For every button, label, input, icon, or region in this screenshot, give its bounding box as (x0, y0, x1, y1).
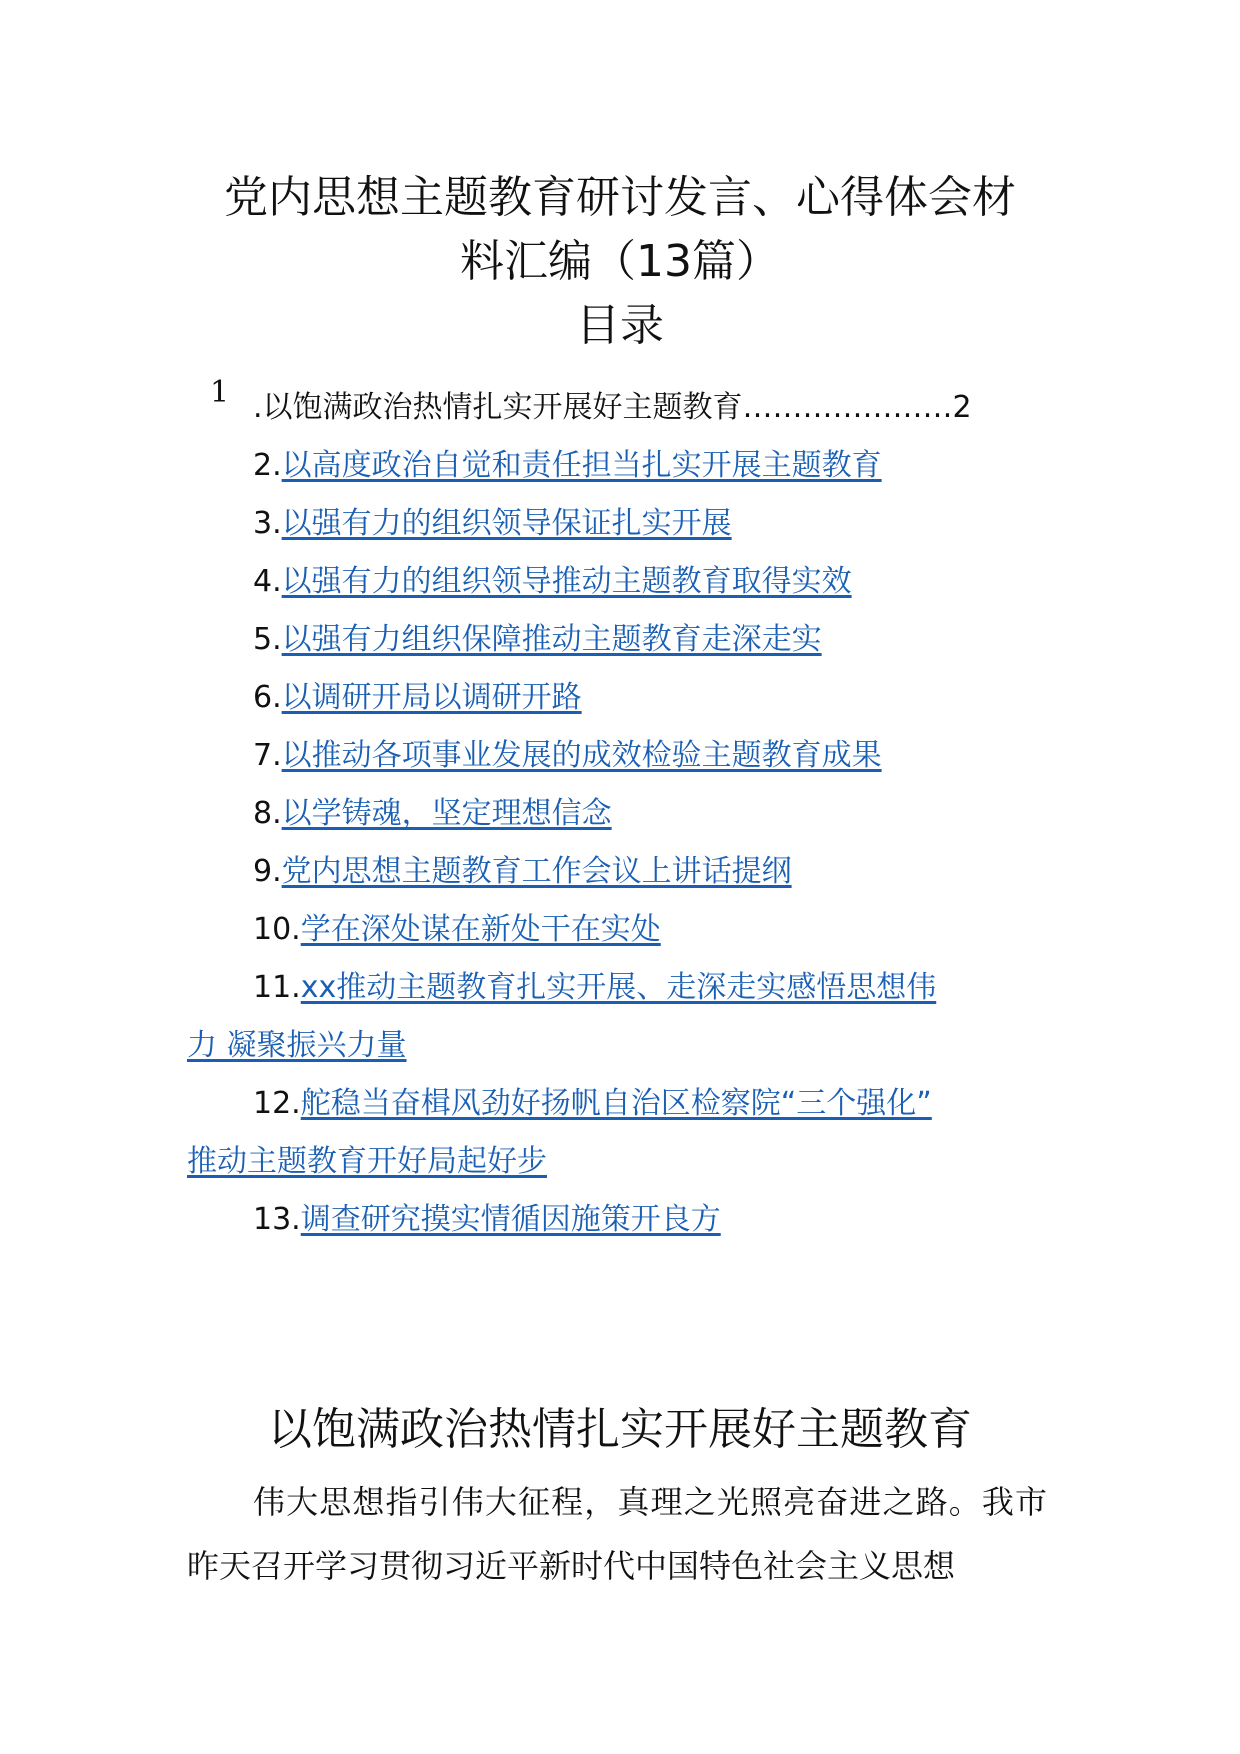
toc-item-number: 4. (253, 564, 282, 599)
toc-item-link[interactable]: 调查研究摸实情循因施策开良方 (300, 1202, 721, 1237)
toc-heading: 目录 (576, 300, 664, 351)
toc-item-2[interactable] (187, 446, 1047, 486)
toc-item-1 (187, 388, 1047, 428)
toc-page-label: 1 (210, 375, 230, 410)
toc-item-number: 8. (253, 796, 282, 831)
toc-item-number: 13. (253, 1202, 301, 1237)
toc-item-7[interactable] (187, 736, 1047, 776)
toc-item-link[interactable]: 党内思想主题教育工作会议上讲话提纲 (281, 854, 792, 889)
toc-item-12[interactable] (187, 1084, 1047, 1124)
toc-item-link[interactable]: 以推动各项事业发展的成效检验主题教育成果 (281, 738, 882, 773)
toc-item-link[interactable]: xx推动主题教育扎实开展、走深走实感悟思想伟 (300, 970, 937, 1005)
toc-item-link[interactable]: 以学铸魂，坚定理想信念 (281, 796, 612, 831)
toc-item-link[interactable]: 以强有力的组织领导推动主题教育取得实效 (281, 564, 852, 599)
section-title: 以饱满政治热情扎实开展好主题教育 (268, 1404, 972, 1455)
toc-item-11-continued[interactable] (187, 1026, 1047, 1066)
toc-item-5[interactable] (187, 620, 1047, 660)
toc-item-10[interactable] (187, 910, 1047, 950)
toc-item-number: 9. (253, 854, 282, 889)
toc-item-number: 6. (253, 680, 282, 715)
toc-item-number: 10. (253, 912, 301, 947)
toc-item-link-continued[interactable]: 推动主题教育开好局起好步 (187, 1144, 547, 1179)
toc-item-9[interactable] (187, 852, 1047, 892)
toc-item-number: 11. (253, 970, 301, 1005)
toc-item-link[interactable]: 以调研开局以调研开路 (281, 680, 582, 715)
toc-item-link[interactable]: 舵稳当奋楫风劲好扬帆自治区检察院“三个强化” (300, 1086, 932, 1121)
toc-item-6[interactable] (187, 678, 1047, 718)
toc-item-8[interactable] (187, 794, 1047, 834)
document-title-line2: 料汇编（13篇） (460, 236, 780, 287)
toc-item-link[interactable]: 以强有力的组织领导保证扎实开展 (281, 506, 732, 541)
document-title-line1: 党内思想主题教育研讨发言、心得体会材 (224, 172, 1016, 223)
toc-leader-dots: ………………… (742, 390, 953, 425)
toc-item-1-page: 2 (952, 390, 972, 425)
toc-item-link[interactable]: 以高度政治自觉和责任担当扎实开展主题教育 (281, 448, 882, 483)
body-paragraph: 伟大思想指引伟大征程，真理之光照亮奋进之路。我市昨天召开学习贯彻习近平新时代中国特色社会主义思想 (187, 1483, 1047, 1585)
toc-item-number: 12. (253, 1086, 301, 1121)
toc-item-12-continued[interactable] (187, 1142, 1047, 1182)
toc-item-number: 5. (253, 622, 282, 657)
toc-item-3[interactable] (187, 504, 1047, 544)
toc-item-1-text: .以饱满政治热情扎实开展好主题教育 (253, 390, 743, 425)
toc-item-11[interactable] (187, 968, 1047, 1008)
toc-item-4[interactable] (187, 562, 1047, 602)
toc-item-number: 2. (253, 448, 282, 483)
toc-item-link[interactable]: 以强有力组织保障推动主题教育走深走实 (281, 622, 822, 657)
toc-item-link[interactable]: 学在深处谋在新处干在实处 (300, 912, 661, 947)
toc-item-number: 3. (253, 506, 282, 541)
toc-item-number: 7. (253, 738, 282, 773)
toc-item-13[interactable] (187, 1200, 1047, 1240)
toc-item-link-continued[interactable]: 力 凝聚振兴力量 (187, 1028, 407, 1063)
